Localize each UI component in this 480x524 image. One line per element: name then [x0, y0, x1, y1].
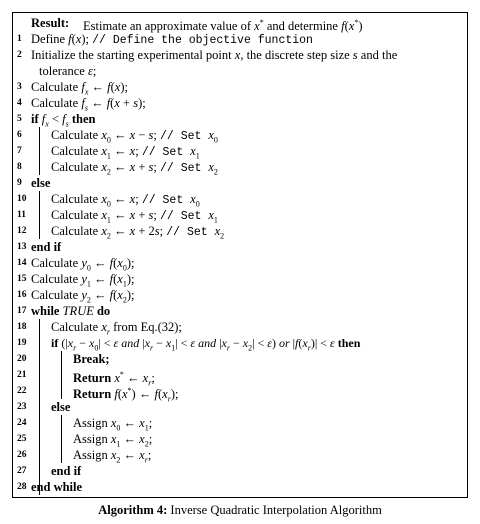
line-number: 26 — [17, 450, 27, 460]
line-number: 27 — [17, 466, 27, 476]
line-text: Return f(x*) ← $f(x_r)$; — [73, 386, 179, 404]
caption-text: Inverse Quadratic Interpolation Algorithm — [170, 503, 382, 517]
line-number: 8 — [17, 162, 22, 172]
result-label: Result: — [31, 16, 70, 30]
line-text: Calculate $x_0$ ← x; // Set $x_0$ — [51, 192, 200, 209]
line-number: 13 — [17, 242, 27, 252]
inner-else-block-bar — [61, 415, 62, 463]
line-text: if $f_x < f_s$ then — [31, 112, 96, 129]
line-text: else — [31, 176, 51, 190]
line-number: 20 — [17, 354, 27, 364]
caption-label: Algorithm 4: — [98, 503, 168, 517]
line-number: 4 — [17, 98, 22, 108]
line-text: tolerance ε; — [39, 64, 97, 78]
line-number: 14 — [17, 258, 27, 268]
line-number: 16 — [17, 290, 27, 300]
line-number: 24 — [17, 418, 27, 428]
if-block-bar — [39, 127, 40, 175]
line-text: Calculate $x_0$ ← x − s; // Set $x_0$ — [51, 128, 218, 145]
line-number: 17 — [17, 306, 27, 316]
while-block-bar — [39, 319, 40, 495]
line-number: 2 — [17, 50, 22, 60]
line-number: 5 — [17, 114, 22, 124]
line-text: else — [51, 400, 71, 414]
line-text: Calculate $x_r$ from Eq.(32); — [51, 320, 182, 337]
line-text: Calculate $f_s$ ← f(x + s); — [31, 96, 146, 113]
line-number: 11 — [17, 210, 26, 220]
inner-if-block-bar — [61, 351, 62, 399]
line-number: 22 — [17, 386, 27, 396]
line-text: Calculate $y_1$ ← $f(x_1)$; — [31, 272, 135, 289]
line-text: Break; — [73, 352, 110, 366]
line-number: 10 — [17, 194, 27, 204]
line-text: Assign $x_2$ ← $x_r$; — [73, 448, 152, 465]
line-text: Calculate $x_1$ ← x + s; // Set $x_1$ — [51, 208, 218, 225]
result-text: Estimate an approximate value of x* and determine f(x*) — [83, 18, 363, 34]
line-text: Calculate $x_2$ ← x + 2s; // Set $x_2$ — [51, 224, 225, 241]
line-number: 25 — [17, 434, 27, 444]
line-text: Initialize the starting experimental point x, the discrete step size s and the — [31, 48, 398, 62]
line-number: 6 — [17, 130, 22, 140]
line-number: 23 — [17, 402, 27, 412]
line-number: 1 — [17, 34, 22, 44]
line-number: 3 — [17, 82, 22, 92]
line-text: Return x* ← $x_r$; — [73, 370, 155, 388]
line-text: Define f(x); // Define the objective function — [31, 32, 313, 47]
line-number: 28 — [17, 482, 27, 492]
line-text: Calculate $f_x$ ← f(x); — [31, 80, 128, 97]
line-text: Calculate $y_0$ ← $f(x_0)$; — [31, 256, 135, 273]
algorithm-box — [12, 12, 468, 498]
line-number: 21 — [17, 370, 27, 380]
line-text: Calculate $x_1$ ← x; // Set $x_1$ — [51, 144, 200, 161]
line-text: while TRUE do — [31, 304, 111, 318]
line-text: Assign $x_1$ ← $x_2$; — [73, 432, 153, 449]
else-block-bar — [39, 191, 40, 239]
line-text: Calculate $y_2$ ← $f(x_2)$; — [31, 288, 135, 305]
algorithm-caption — [0, 503, 480, 518]
line-text: Calculate $x_2$ ← x + s; // Set $x_2$ — [51, 160, 218, 177]
line-number: 12 — [17, 226, 27, 236]
line-number: 18 — [17, 322, 27, 332]
line-number: 19 — [17, 338, 27, 348]
line-text: end if — [51, 464, 82, 478]
line-text: if ($|x_r - x_0| < \varepsilon$ and $|x_r - x_1| < \varepsilon$ and $|x_r - x_2| < \varepsilon$) or $|f(x_r)| < \varepsilon$ then — [51, 336, 361, 353]
line-text: end while — [31, 480, 83, 494]
line-number: 9 — [17, 178, 22, 188]
line-text: Assign $x_0$ ← $x_1$; — [73, 416, 153, 433]
line-number: 15 — [17, 274, 27, 284]
line-number: 7 — [17, 146, 22, 156]
line-text: end if — [31, 240, 62, 254]
